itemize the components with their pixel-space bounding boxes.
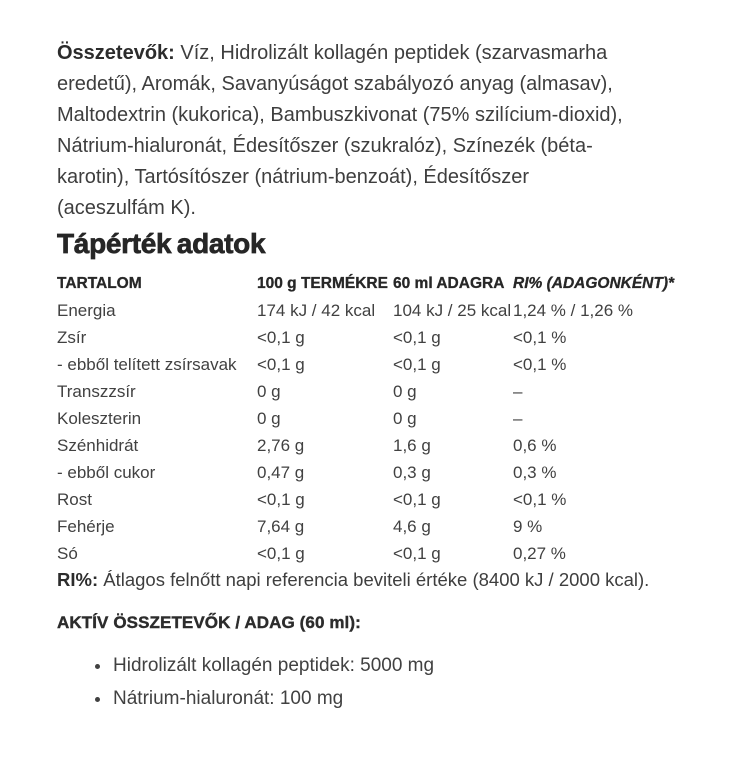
table-row-feherje [57,513,706,540]
value-per-100g: 0,47 g [257,462,305,482]
value-per-60ml: 0,3 g [393,462,431,482]
value-per-100g: <0,1 g [257,354,305,374]
value-per-100g: 0 g [257,408,281,428]
value-ri-percent: <0,1 % [513,327,567,347]
value-per-60ml: 0 g [393,408,417,428]
value-ri-percent: <0,1 % [513,354,567,374]
nutrient-name: Fehérje [57,516,115,536]
ri-footnote-text: Átlagos felnőtt napi referencia beviteli értéke (8400 kJ / 2000 kcal). [98,569,650,590]
value-per-60ml: 0 g [393,381,417,401]
value-per-60ml: <0,1 g [393,543,441,563]
value-per-100g: 2,76 g [257,435,305,455]
ingredients-label: Összetevők: [57,42,175,64]
table-header-content: TARTALOM [57,275,142,292]
value-per-60ml: 4,6 g [393,516,431,536]
ingredients-text: Víz, Hidrolizált kollagén peptidek (szarvasmarha [174,42,608,64]
nutrient-name: Rost [57,489,92,509]
list-item-hyaluronate: • Nátrium-hialuronát: 100 mg [112,682,706,715]
value-per-100g: <0,1 g [257,543,305,563]
value-ri-percent: 0,27 % [513,543,566,563]
active-ingredients-title: AKTÍV ÖSSZETEVŐK / ADAG (60 ml): [57,613,361,632]
value-per-100g: 0 g [257,381,281,401]
nutrient-name: Koleszterin [57,408,142,428]
table-header-ri-percent: RI% (ADAGONKÉNT)* [513,275,675,292]
value-ri-percent: 1,24 % / 1,26 % [513,300,634,320]
ri-footnote [57,567,706,592]
table-row-telitett-zsirsavak [57,351,706,378]
value-per-100g: 7,64 g [257,516,305,536]
list-item-collagen: • Hidrolizált kollagén peptidek: 5000 mg [112,649,706,682]
ingredients-line: karotin), Tartósítószer (nátrium-benzoát), Édesítőszer [57,166,530,188]
value-per-60ml: <0,1 g [393,327,441,347]
value-per-60ml: <0,1 g [393,489,441,509]
value-per-100g: <0,1 g [257,489,305,509]
value-ri-percent: – [513,381,523,401]
table-header-per-100g: 100 g TERMÉKRE [257,275,388,292]
table-header-per-60ml: 60 ml ADAGRA [393,275,505,292]
value-ri-percent: – [513,408,523,428]
ingredients-line [57,38,706,69]
value-ri-percent: 0,6 % [513,435,557,455]
ri-footnote-label: RI%: [57,569,99,590]
value-ri-percent: 9 % [513,516,543,536]
value-per-100g: 174 kJ / 42 kcal [257,300,376,320]
ingredients-line: eredetű), Aromák, Savanyúságot szabályozó anyag (almasav), [57,73,613,95]
nutrient-name: - ebből telített zsírsavak [57,354,237,374]
value-per-60ml: <0,1 g [393,354,441,374]
nutrient-name: - ebből cukor [57,462,156,482]
nutrient-name: Transzzsír [57,381,136,401]
value-per-60ml: 1,6 g [393,435,431,455]
nutrient-name: Energia [57,300,116,320]
table-row-zsir [57,324,706,351]
nutrition-facts-title: Tápérték adatok [57,228,266,259]
ingredients-line: (aceszulfám K). [57,197,196,219]
nutrition-table [57,271,706,567]
table-row-koleszterin [57,405,706,432]
value-ri-percent: <0,1 % [513,489,567,509]
table-header-row [57,271,706,297]
active-ingredients-list [57,649,706,715]
table-row-transzzsir [57,378,706,405]
value-per-100g: <0,1 g [257,327,305,347]
ingredients-line: Nátrium-hialuronát, Édesítőszer (szukralóz), Színezék (béta- [57,135,593,157]
nutrient-name: Szénhidrát [57,435,139,455]
nutrient-name: Só [57,543,78,563]
table-row-so [57,540,706,567]
table-row-cukor [57,459,706,486]
ingredients-paragraph [57,38,706,224]
value-ri-percent: 0,3 % [513,462,557,482]
table-row-energia [57,297,706,324]
table-row-szenhidrat [57,432,706,459]
table-row-rost [57,486,706,513]
ingredients-line: Maltodextrin (kukorica), Bambuszkivonat (75% szilícium-dioxid), [57,104,623,126]
nutrient-name: Zsír [57,327,87,347]
value-per-60ml: 104 kJ / 25 kcal [393,300,512,320]
